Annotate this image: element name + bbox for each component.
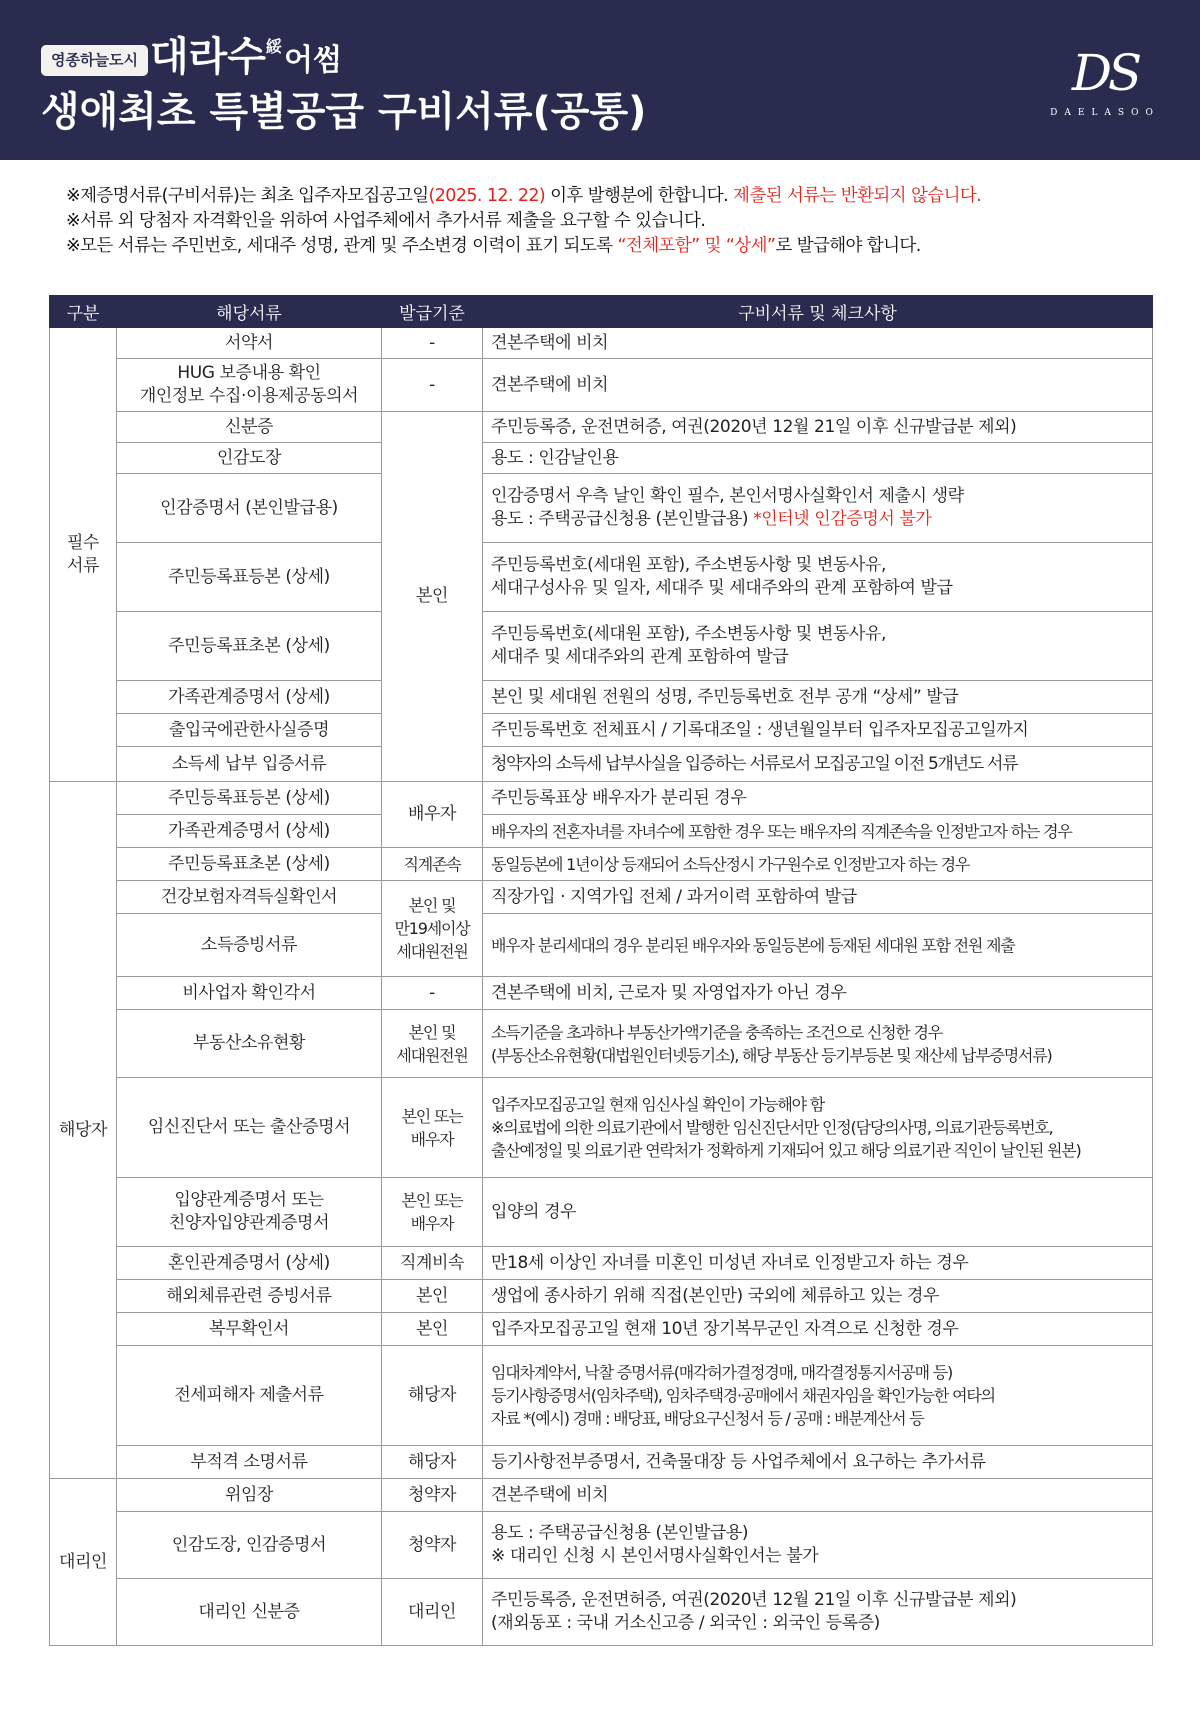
basis-cell: 본인 bbox=[382, 1313, 483, 1346]
doc-cell: 인감도장, 인감증명서 bbox=[117, 1512, 382, 1579]
check-text: 인감증명서 우측 날인 확인 필수, 본인서명사실확인서 제출시 생략 용도 : 주택공급신청용 (본인발급용) bbox=[491, 486, 964, 529]
page-title: 생애최초 특별공급 구비서류(공통) bbox=[41, 89, 647, 135]
notice-text: 이후 발행분에 한합니다. bbox=[545, 186, 734, 206]
doc-cell: 대리인 신분증 bbox=[117, 1579, 382, 1646]
doc-cell: 주민등록표등본 (상세) bbox=[117, 782, 382, 815]
basis-cell: 대리인 bbox=[382, 1579, 483, 1646]
notice-text: ※모든 서류는 주민번호, 세대주 성명, 관계 및 주소변경 이력이 표기 되도록 bbox=[66, 236, 618, 256]
group-applicable: 해당자 bbox=[50, 782, 117, 1479]
basis-cell: 본인 및 세대원전원 bbox=[382, 1010, 483, 1078]
basis-cell: 본인 또는 배우자 bbox=[382, 1178, 483, 1247]
table-row bbox=[50, 328, 1153, 359]
basis-cell: 해당자 bbox=[382, 1346, 483, 1446]
doc-cell: 해외체류관련 증빙서류 bbox=[117, 1280, 382, 1313]
check-cell bbox=[483, 474, 1153, 543]
table-row bbox=[50, 1579, 1153, 1646]
basis-cell: - bbox=[382, 977, 483, 1010]
basis-cell: 청약자 bbox=[382, 1479, 483, 1512]
check-cell: 주민등록번호(세대원 포함), 주소변동사항 및 변동사유, 세대구성사유 및 일자, 세대주 및 세대주와의 관계 포함하여 발급 bbox=[483, 543, 1153, 612]
check-cell: 만18세 이상인 자녀를 미혼인 미성년 자녀로 인정받고자 하는 경우 bbox=[483, 1247, 1153, 1280]
check-cell: 임대차계약서, 낙찰 증명서류(매각허가결정경매, 매각결정통지서공매 등) 등기사항증명서(임차주택), 임차주택경·공매에서 채권자임을 확인가능한 여타의 자료 *(예시) 경매 : 배당표, 배당요구신청서 등 / 공매 : 배분계산서 등 bbox=[483, 1346, 1153, 1446]
table-row bbox=[50, 681, 1153, 714]
table-row bbox=[50, 1078, 1153, 1178]
table-row bbox=[50, 848, 1153, 881]
table-row bbox=[50, 782, 1153, 815]
notice-red: (2025. 12. 22) bbox=[428, 186, 546, 206]
notice-red: “전체포함” 및 “상세” bbox=[617, 236, 776, 256]
basis-cell: 배우자 bbox=[382, 782, 483, 848]
table-row bbox=[50, 1247, 1153, 1280]
header-basis: 발급기준 bbox=[382, 296, 483, 328]
check-cell: 주민등록번호 전체표시 / 기록대조일 : 생년월일부터 입주자모집공고일까지 bbox=[483, 714, 1153, 747]
table-row bbox=[50, 543, 1153, 612]
table-row bbox=[50, 443, 1153, 474]
table-row bbox=[50, 1178, 1153, 1247]
notice-list bbox=[66, 184, 981, 259]
check-cell: 주민등록번호(세대원 포함), 주소변동사항 및 변동사유, 세대주 및 세대주와의 관계 포함하여 발급 bbox=[483, 612, 1153, 681]
doc-cell: 서약서 bbox=[117, 328, 382, 359]
check-cell: 입양의 경우 bbox=[483, 1178, 1153, 1247]
basis-cell: - bbox=[382, 359, 483, 412]
doc-cell: 건강보험자격득실확인서 bbox=[117, 881, 382, 914]
basis-cell: 본인 bbox=[382, 412, 483, 782]
doc-cell: 전세피해자 제출서류 bbox=[117, 1346, 382, 1446]
check-cell: 본인 및 세대원 전원의 성명, 주민등록번호 전부 공개 “상세” 발급 bbox=[483, 681, 1153, 714]
doc-cell: 소득증빙서류 bbox=[117, 914, 382, 977]
basis-cell: 해당자 bbox=[382, 1446, 483, 1479]
basis-cell: 본인 및 만19세이상 세대원전원 bbox=[382, 881, 483, 977]
table-row bbox=[50, 881, 1153, 914]
notice-1 bbox=[66, 184, 981, 209]
check-cell: 견본주택에 비치 bbox=[483, 1479, 1153, 1512]
logo-mark: DS bbox=[1071, 44, 1139, 102]
check-cell: 입주자모집공고일 현재 10년 장기복무군인 자격으로 신청한 경우 bbox=[483, 1313, 1153, 1346]
daelasoo-logo bbox=[1040, 40, 1170, 130]
check-cell: 용도 : 인감날인용 bbox=[483, 443, 1153, 474]
documents-table bbox=[49, 295, 1153, 1646]
notice-3 bbox=[66, 234, 981, 259]
check-cell: 청약자의 소득세 납부사실을 입증하는 서류로서 모집공고일 이전 5개년도 서류 bbox=[483, 747, 1153, 782]
brand-name bbox=[150, 32, 342, 90]
table-row bbox=[50, 747, 1153, 782]
table-row bbox=[50, 1446, 1153, 1479]
doc-cell: 가족관계증명서 (상세) bbox=[117, 815, 382, 848]
doc-cell: 주민등록표초본 (상세) bbox=[117, 612, 382, 681]
header-category: 구분 bbox=[50, 296, 117, 328]
check-cell: 소득기준을 초과하나 부동산가액기준을 충족하는 조건으로 신청한 경우 (부동산소유현황(대법원인터넷등기소), 해당 부동산 등기부등본 및 재산세 납부증명서류) bbox=[483, 1010, 1153, 1078]
header-document: 해당서류 bbox=[117, 296, 382, 328]
table-header-row bbox=[50, 296, 1153, 328]
table-row bbox=[50, 1512, 1153, 1579]
logo-word: DAELASOO bbox=[1050, 108, 1160, 118]
table-row bbox=[50, 474, 1153, 543]
table-row bbox=[50, 359, 1153, 412]
table-row bbox=[50, 1010, 1153, 1078]
location-badge: 영종하늘도시 bbox=[41, 45, 148, 76]
doc-cell: 주민등록표등본 (상세) bbox=[117, 543, 382, 612]
check-cell: 주민등록표상 배우자가 분리된 경우 bbox=[483, 782, 1153, 815]
check-cell: 생업에 종사하기 위해 직접(본인만) 국외에 체류하고 있는 경우 bbox=[483, 1280, 1153, 1313]
doc-cell: 인감도장 bbox=[117, 443, 382, 474]
basis-cell: 청약자 bbox=[382, 1512, 483, 1579]
table-row bbox=[50, 1313, 1153, 1346]
table-row bbox=[50, 977, 1153, 1010]
table-row bbox=[50, 1479, 1153, 1512]
check-cell: 견본주택에 비치, 근로자 및 자영업자가 아닌 경우 bbox=[483, 977, 1153, 1010]
check-cell: 견본주택에 비치 bbox=[483, 359, 1153, 412]
check-cell: 입주자모집공고일 현재 임신사실 확인이 가능해야 함 ※의료법에 의한 의료기관에서 발행한 임신진단서만 인정(담당의사명, 의료기관등록번호, 출산예정일 및 의료기관 연락처가 정확하게 기재되어 있고 해당 의료기관 직인이 날인된 원본) bbox=[483, 1078, 1153, 1178]
check-cell: 주민등록증, 운전면허증, 여권(2020년 12월 21일 이후 신규발급분 제외) bbox=[483, 412, 1153, 443]
group-agent: 대리인 bbox=[50, 1479, 117, 1646]
check-cell: 직장가입 · 지역가입 전체 / 과거이력 포함하여 발급 bbox=[483, 881, 1153, 914]
check-cell: 용도 : 주택공급신청용 (본인발급용) ※ 대리인 신청 시 본인서명사실확인서는 불가 bbox=[483, 1512, 1153, 1579]
notice-red: 제출된 서류는 반환되지 않습니다. bbox=[733, 186, 982, 206]
table-row bbox=[50, 914, 1153, 977]
check-cell: 주민등록증, 운전면허증, 여권(2020년 12월 21일 이후 신규발급분 제외) (재외동포 : 국내 거소신고증 / 외국인 : 외국인 등록증) bbox=[483, 1579, 1153, 1646]
doc-cell: 부동산소유현황 bbox=[117, 1010, 382, 1078]
doc-cell: 가족관계증명서 (상세) bbox=[117, 681, 382, 714]
doc-cell: 위임장 bbox=[117, 1479, 382, 1512]
notice-2 bbox=[66, 209, 981, 234]
check-warning: *인터넷 인감증명서 불가 bbox=[753, 509, 932, 529]
check-cell: 배우자의 전혼자녀를 자녀수에 포함한 경우 또는 배우자의 직계존속을 인정받고자 하는 경우 bbox=[483, 815, 1153, 848]
doc-cell: 주민등록표초본 (상세) bbox=[117, 848, 382, 881]
check-cell: 등기사항전부증명서, 건축물대장 등 사업주체에서 요구하는 추가서류 bbox=[483, 1446, 1153, 1479]
doc-cell: 출입국에관한사실증명 bbox=[117, 714, 382, 747]
doc-cell: 복무확인서 bbox=[117, 1313, 382, 1346]
table-row bbox=[50, 714, 1153, 747]
notice-text: 로 발급해야 합니다. bbox=[775, 236, 921, 256]
table-row bbox=[50, 1280, 1153, 1313]
doc-cell: 부적격 소명서류 bbox=[117, 1446, 382, 1479]
doc-cell: 인감증명서 (본인발급용) bbox=[117, 474, 382, 543]
header-checklist: 구비서류 및 체크사항 bbox=[483, 296, 1153, 328]
header-banner bbox=[0, 0, 1200, 160]
notice-text: ※제증명서류(구비서류)는 최초 입주자모집공고일 bbox=[66, 186, 429, 206]
basis-cell: - bbox=[382, 328, 483, 359]
notice-text: ※서류 외 당첨자 자격확인을 위하여 사업주체에서 추가서류 제출을 요구할 수 있습니다. bbox=[66, 211, 706, 231]
group-required: 필수 서류 bbox=[50, 328, 117, 782]
doc-cell: 혼인관계증명서 (상세) bbox=[117, 1247, 382, 1280]
table-row bbox=[50, 612, 1153, 681]
doc-cell: 임신진단서 또는 출산증명서 bbox=[117, 1078, 382, 1178]
doc-cell: HUG 보증내용 확인 개인정보 수집·이용제공동의서 bbox=[117, 359, 382, 412]
brand-sup: 綏 bbox=[265, 37, 282, 56]
brand-tail: 어썸 bbox=[283, 43, 342, 78]
doc-cell: 신분증 bbox=[117, 412, 382, 443]
basis-cell: 직계존속 bbox=[382, 848, 483, 881]
doc-cell: 소득세 납부 입증서류 bbox=[117, 747, 382, 782]
basis-cell: 직계비속 bbox=[382, 1247, 483, 1280]
basis-cell: 본인 bbox=[382, 1280, 483, 1313]
brand-main: 대라수 bbox=[150, 34, 266, 80]
doc-cell: 비사업자 확인각서 bbox=[117, 977, 382, 1010]
basis-cell: 본인 또는 배우자 bbox=[382, 1078, 483, 1178]
check-cell: 동일등본에 1년이상 등재되어 소득산정시 가구원수로 인정받고자 하는 경우 bbox=[483, 848, 1153, 881]
check-cell: 견본주택에 비치 bbox=[483, 328, 1153, 359]
check-cell: 배우자 분리세대의 경우 분리된 배우자와 동일등본에 등재된 세대원 포함 전원 제출 bbox=[483, 914, 1153, 977]
table-row bbox=[50, 412, 1153, 443]
doc-cell: 입양관계증명서 또는 친양자입양관계증명서 bbox=[117, 1178, 382, 1247]
table-row bbox=[50, 1346, 1153, 1446]
table-row bbox=[50, 815, 1153, 848]
